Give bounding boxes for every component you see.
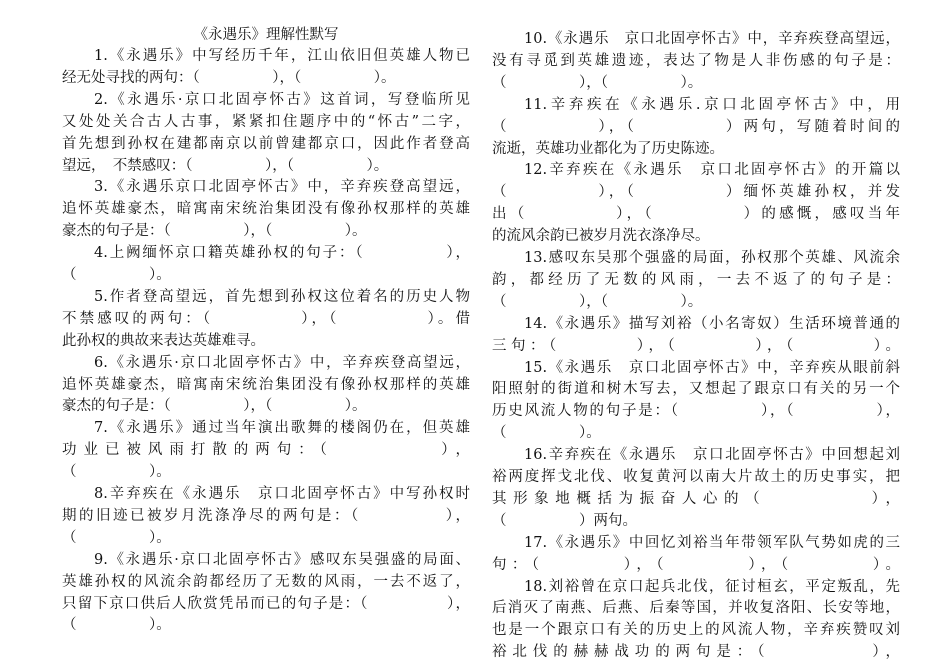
text-line: 经无处寻找的两句：（ ），（ ）。 — [62, 69, 396, 86]
text-line: 豪杰的句子是：（ ），（ ）。 — [62, 223, 367, 240]
text-line: 三句：（ ），（ ），（ ）。 — [492, 337, 900, 354]
text-line: （ ），（ ）。 — [492, 74, 703, 91]
text-line: 裕北伐的赫赫战功的两句是：（ ）， — [492, 644, 900, 661]
question-start-line: 1.《永遇乐》中写经历千年，江山依旧但英雄人物已 — [94, 48, 470, 64]
question-start-line: 16.辛弃疾在《永遇乐 京口北固亭怀古》中回想起刘 — [524, 447, 900, 464]
text-line: 阳照射的街道和树木写去，又想起了跟京口有关的另一个 — [492, 381, 900, 398]
text-line: （ ）。 — [62, 267, 171, 283]
text-line: 望远， 不禁感叹：（ ），（ ）。 — [62, 157, 389, 174]
text-line: 出（ ），（ ）的感慨，感叹当年 — [492, 206, 900, 223]
text-line: 历史风流人物的句子是：（ ），（ ）， — [492, 403, 900, 420]
question-start-line: 7.《永遇乐》通过当年演出歌舞的楼阁仍在，但英雄 — [94, 420, 470, 437]
text-line: （ ）。 — [492, 425, 601, 442]
text-line: 期的旧迹已被岁月洗涤净尽的两句是：（ ）， — [62, 507, 470, 524]
text-line: 追怀英雄豪杰，暗寓南宋统治集团没有像孙权那样的英雄 — [62, 201, 470, 218]
question-start-line: 9.《永遇乐·京口北固亭怀古》感叹东吴强盛的局面、 — [94, 551, 470, 568]
page-title: 《永遇乐》理解性默写 — [193, 27, 339, 43]
text-line: 其形象地概括为振奋人心的（ ）， — [492, 490, 900, 507]
text-line: 也是一个跟京口有关的历史上的风流人物，辛弃疾赞叹刘 — [492, 622, 900, 639]
question-start-line: 12.辛弃疾在《永遇乐 京口北固亭怀古》的开篇以 — [524, 162, 900, 179]
question-start-line: 18.刘裕曾在京口起兵北伐，征讨桓玄，平定叛乱，先 — [524, 578, 900, 595]
question-start-line: 8.辛弃疾在《永遇乐 京口北固亭怀古》中写孙权时 — [94, 486, 470, 502]
question-start-line: 4.上阙缅怀京口籍英雄孙权的句子：（ ）， — [94, 245, 470, 262]
text-line: 句：（ ），（ ），（ ）。 — [492, 556, 900, 573]
text-line: （ ），（ ）。 — [492, 293, 703, 310]
text-line: 不禁感叹的两句：（ ），（ ）。借 — [62, 310, 470, 327]
text-line: 流逝，英雄功业都化为了历史陈迹。 — [492, 140, 724, 157]
text-line: 英雄孙权的风流余韵都经历了无数的风雨，一去不返了， — [62, 573, 470, 590]
text-line: 功业已被风雨打散的两句：（ ）， — [62, 442, 470, 459]
text-line: 裕两度挥戈北伐、收复黄河以南大片故土的历史事实，把 — [492, 469, 900, 485]
question-start-line: 13.感叹东吴那个强盛的局面，孙权那个英雄、风流余 — [524, 250, 900, 266]
question-start-line: 6.《永遇乐·京口北固亭怀古》中，辛弃疾登高望远， — [94, 354, 470, 371]
text-line: 又处处关合古人古事，紧紧扣住题序中的“怀古”二字， — [62, 113, 470, 130]
text-line: （ ），（ ）缅怀英雄孙权，并发 — [492, 184, 900, 201]
text-line: （ ），（ ）两句，写随着时间的 — [492, 118, 900, 135]
question-start-line: 14.《永遇乐》描写刘裕（小名寄奴）生活环境普通的 — [524, 315, 900, 332]
text-line: 韵，都经历了无数的风雨，一去不返了的句子是： — [492, 271, 900, 288]
text-line: 此孙权的典故来表达英雄难寻。 — [62, 332, 265, 349]
text-line: （ ）。 — [62, 529, 171, 546]
text-line: 后消灭了南燕、后燕、后秦等国，并收复洛阳、长安等地， — [492, 600, 900, 617]
question-start-line: 15.《永遇乐 京口北固亭怀古》中，辛弃疾从眼前斜 — [524, 359, 900, 376]
question-start-line: 17.《永遇乐》中回忆刘裕当年带领军队气势如虎的三 — [524, 534, 900, 551]
text-line: 没有寻觅到英雄遗迹，表达了物是人非伤感的句子是： — [492, 52, 900, 69]
question-start-line: 11.辛弃疾在《永遇乐.京口北固亭怀古》中，用 — [524, 96, 900, 113]
question-start-line: 3.《永遇乐京口北固亭怀古》中，辛弃疾登高望远， — [94, 179, 470, 196]
text-line: 追怀英雄豪杰，暗寓南宋统治集团没有像孙权那样的英雄 — [62, 376, 470, 393]
question-start-line: 5.作者登高望远，首先想到孙权这位着名的历史人物 — [94, 288, 470, 305]
text-line: 的流风余韵已被岁月洗衣涤净尽。 — [492, 228, 710, 245]
text-line: （ ）两句。 — [492, 512, 637, 529]
text-line: 只留下京口供后人欣赏凭吊而已的句子是：（ ）， — [62, 595, 470, 612]
text-line: 豪杰的句子是：（ ），（ ）。 — [62, 398, 367, 415]
text-line: 首先想到孙权在建都南京以前曾建都京口，因此作者登高 — [62, 135, 470, 152]
question-start-line: 10.《永遇乐 京口北固亭怀古》中，辛弃疾登高望远， — [524, 31, 900, 47]
text-line: （ ）。 — [62, 464, 171, 481]
text-line: （ ）。 — [62, 617, 171, 634]
question-start-line: 2.《永遇乐·京口北固亭怀古》这首词，写登临所见 — [94, 91, 470, 108]
